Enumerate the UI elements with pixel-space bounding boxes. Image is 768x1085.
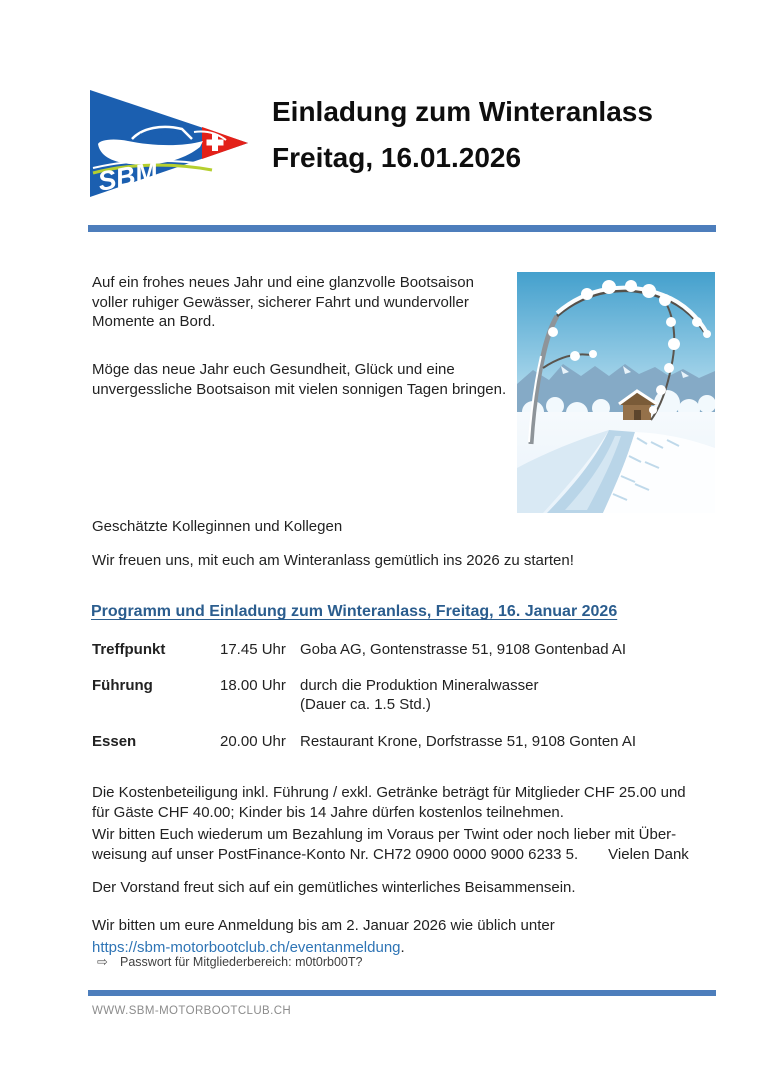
registration-link[interactable]: https://sbm-motorbootclub.ch/eventanmeldung	[92, 938, 401, 956]
new-year-wish-paragraph: Auf ein frohes neues Jahr und eine glanzvolle Bootsaison voller ruhiger Gewässer, sicherer Fahrt und wundervoller Momente an Bord.	[92, 274, 474, 330]
program-row-time: 20.00 Uhr	[220, 732, 286, 750]
program-row-time: 17.45 Uhr	[220, 641, 286, 658]
program-row-label: Treffpunkt	[92, 641, 166, 658]
payment-text: Wir bitten Euch wiederum um Bezahlung im Voraus per Twint oder noch lieber mit Überweisung auf unser PostFinance-Konto Nr. CH72 0900 0000 9000 6233 5.	[92, 826, 677, 863]
program-row-desc-line2: (Dauer ca. 1.5 Std.)	[300, 696, 431, 713]
program-row-time: 18.00 Uhr	[220, 676, 286, 694]
program-row-desc-line1: Restaurant Krone, Dorfstrasse 51, 9108 Gonten AI	[300, 732, 637, 750]
link-suffix: .	[400, 938, 405, 956]
bottom-divider-rule	[88, 990, 716, 996]
winter-photo	[517, 272, 715, 513]
program-row-desc	[300, 640, 626, 660]
table-row	[92, 676, 716, 715]
password-note-line	[97, 954, 697, 970]
program-row-desc-line1: durch die Produktion Mineralwasser	[300, 676, 539, 694]
program-row-desc	[300, 676, 538, 715]
program-heading: Programm und Einladung zum Winteranlass, Freitag, 16. Januar 2026	[91, 603, 618, 620]
table-row	[92, 640, 716, 660]
sbm-club-logo	[90, 90, 248, 200]
costs-paragraph: Die Kostenbeteiligung inkl. Führung / exkl. Getränke beträgt für Mitglieder CHF 25.00 und für Gäste CHF 40.00; Kinder bis 14 Jahre dürfen kostenlos teilnehmen.	[92, 784, 686, 821]
closing-sentence: Der Vorstand freut sich auf ein gemütliches winterliches Beisammensein.	[92, 879, 576, 896]
program-table	[92, 640, 716, 751]
top-divider-rule	[88, 225, 716, 232]
salutation: Geschätzte Kolleginnen und Kollegen	[92, 518, 343, 535]
program-row-label: Essen	[92, 732, 137, 750]
document-title-line2: Freitag, 16.01.2026	[272, 142, 522, 173]
registration-intro: Wir bitten um eure Anmeldung bis am 2. Januar 2026 wie üblich unter	[92, 917, 555, 934]
document-title-line1: Einladung zum Winteranlass	[272, 96, 653, 127]
program-row-label: Führung	[92, 676, 153, 694]
lead-sentence: Wir freuen uns, mit euch am Winteranlass gemütlich ins 2026 zu starten!	[92, 552, 574, 569]
password-note: Passwort für Mitgliederbereich: m0t0rb00T?	[120, 955, 363, 969]
logo-initials: SBM	[95, 155, 161, 197]
winter-scene-graphic	[517, 272, 715, 513]
program-row-desc-line1: Goba AG, Gontenstrasse 51, 9108 Gontenbad AI	[300, 641, 627, 658]
registration-block	[92, 915, 712, 958]
arrow-icon: ⇨	[97, 954, 108, 969]
footer-website: WWW.SBM-MOTORBOOTCLUB.CH	[92, 1005, 292, 1017]
thanks-text: Vielen Dank	[608, 845, 689, 863]
table-row	[92, 732, 716, 752]
payment-paragraph	[92, 825, 692, 864]
program-row-desc	[300, 732, 636, 752]
pennant-graphic	[90, 90, 248, 200]
new-year-wish-paragraph-2: Möge das neue Jahr euch Gesundheit, Glück und eine unvergessliche Bootsaison mit vielen sonnigen Tagen bringen.	[92, 361, 507, 398]
